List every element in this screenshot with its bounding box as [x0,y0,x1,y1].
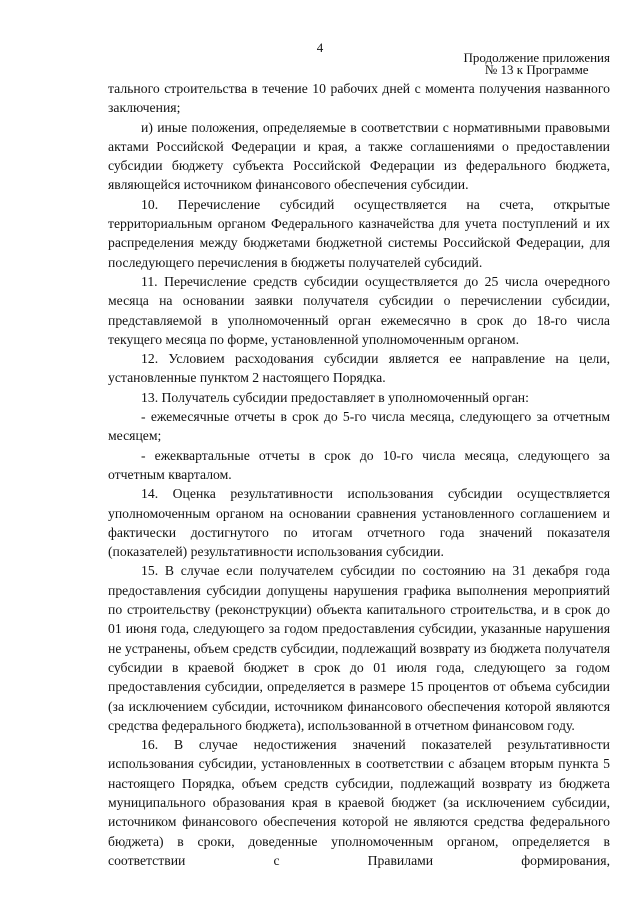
appendix-note-line-1: Продолжение приложения [463,50,610,65]
paragraph-13-monthly: - ежемесячные отчеты в срок до 5-го числа месяца, следующего за отчетным месяцем; [108,409,610,444]
appendix-note [463,52,610,76]
paragraph-13-quarterly: - ежеквартальные отчеты в срок до 10-го числа месяца, следующего за отчетным кварталом. [108,447,610,482]
paragraph-14: 14. Оценка результативности использования субсидии осуществляется уполномоченным органом на основании сравнения установленного соглашением и фактически достигнутого по итогам отчетного года значений показателя (показателей) результативности использования субсидии. [108,486,610,560]
paragraph-item-i: и) иные положения, определяемые в соответствии с нормативными правовыми актами Российской Федерации и края, а также соглашениями о предоставлении субсидии бюджету субъекта Российской Федерации из федерального бюджета, являющейся источником финансового обеспечения субсидии. [108,119,610,193]
paragraph-11: 11. Перечисление средств субсидии осуществляется до 25 числа очередного месяца на основании заявки получателя субсидии о перечислении субсидии, представляемой в уполномоченный орган ежемесячно в срок до 18-го числа текущего месяца по форме, установленной уполномоченным органом. [108,273,610,347]
appendix-note-line-2: № 13 к Программе [484,62,589,77]
document-body [108,79,610,870]
paragraph-16: 16. В случае недостижения значений показателей результативности использования субсидии, установленных в соответствии с абзацем вторым пункта 5 настоящего Порядка, объем средств субсидии, подлежащий возврату из бюджета муниципального образования края в краевой бюджет (за исключением субсидии, источником финансового обеспечения которой не являются средства федерального бюджета) в сроки, доведенные уполномоченным органом, определяется в соответствии с Правилами формирования, [108,737,610,868]
page-number: 4 [316,40,324,55]
paragraph-13: 13. Получатель субсидии предоставляет в уполномоченный орган: [141,389,529,405]
paragraph-15: 15. В случае если получателем субсидии по состоянию на 31 декабря года предоставления субсидии допущены нарушения графика выполнения мероприятий по строительству (реконструкции) объекта капитального строительства, и в срок до 01 июня года, следующего за годом предоставления субсидии, указанные нарушения не устранены, объем средств субсидии, подлежащий возврату из бюджета получателя субсидии в краевой бюджет в срок до 01 июля года, следующего за годом предоставления субсидии, определяется в размере 15 процентов от объема субсидии (за исключением субсидии, источником финансового обеспечения которой являются средства федерального бюджета), использованной в отчетном финансовом году. [108,563,610,733]
paragraph-12: 12. Условием расходования субсидии является ее направление на цели, установленные пунктом 2 настоящего Порядка. [108,351,610,386]
paragraph-continuation: тального строительства в течение 10 рабочих дней с момента получения названного заключения; [108,81,610,116]
paragraph-10: 10. Перечисление субсидий осуществляется на счета, открытые территориальным органом Федерального казначейства для учета поступлений и их распределения между бюджетами бюджетной системы Российской Федерации, для последующего перечисления в бюджеты получателей субсидий. [108,196,610,270]
